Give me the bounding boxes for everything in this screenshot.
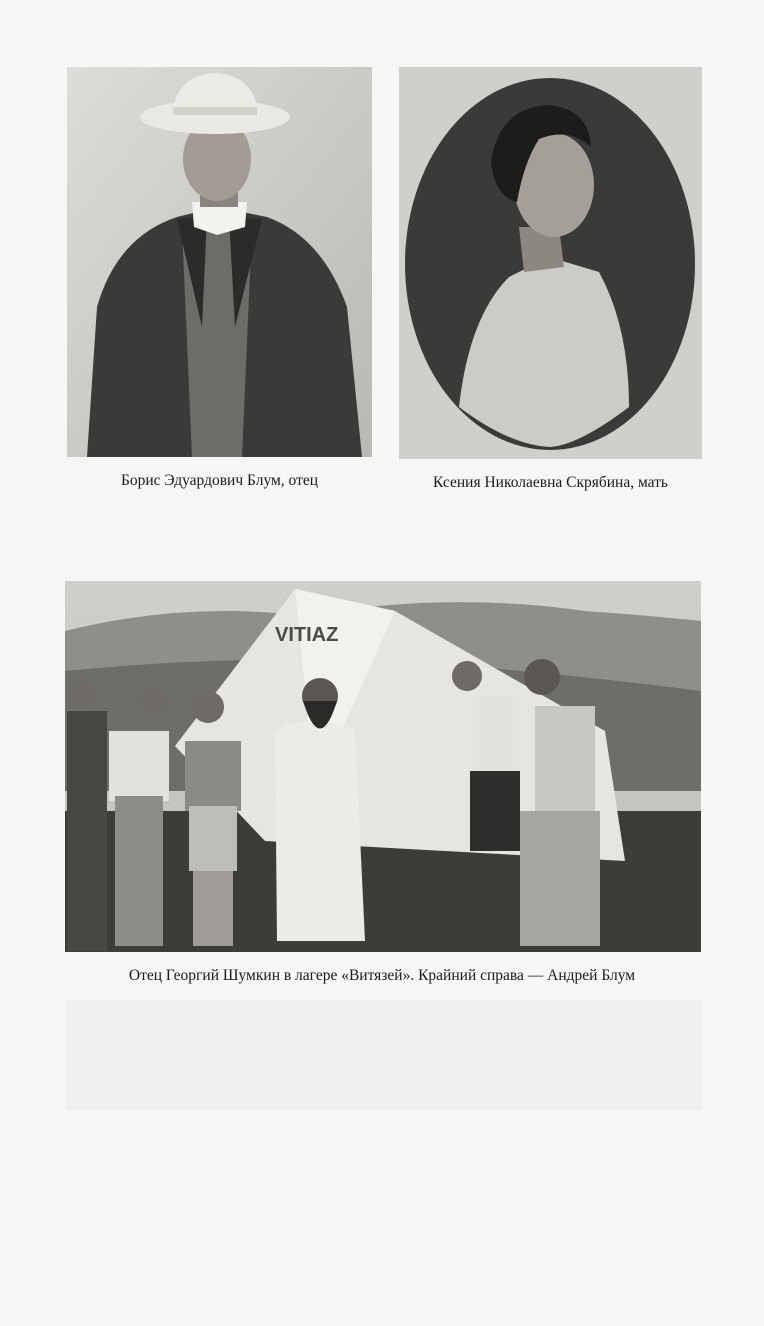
tent-lettering: VITIAZ <box>275 624 339 646</box>
caption-camp: Отец Георгий Шумкин в лагере «Витязей». Крайний справа — Андрей Блум <box>128 967 636 984</box>
photo-vityazi-camp <box>65 581 701 952</box>
reverse-page-bleed <box>66 1000 702 1110</box>
mother-portrait-image <box>399 67 702 459</box>
photo-father-portrait <box>67 67 372 457</box>
caption-mother: Ксения Николаевна Скрябина, мать <box>432 474 668 491</box>
photo-mother-portrait <box>399 67 702 459</box>
father-portrait-image <box>67 67 372 457</box>
caption-father: Борис Эдуардович Блум, отец <box>120 472 319 489</box>
camp-group-image <box>65 581 701 952</box>
